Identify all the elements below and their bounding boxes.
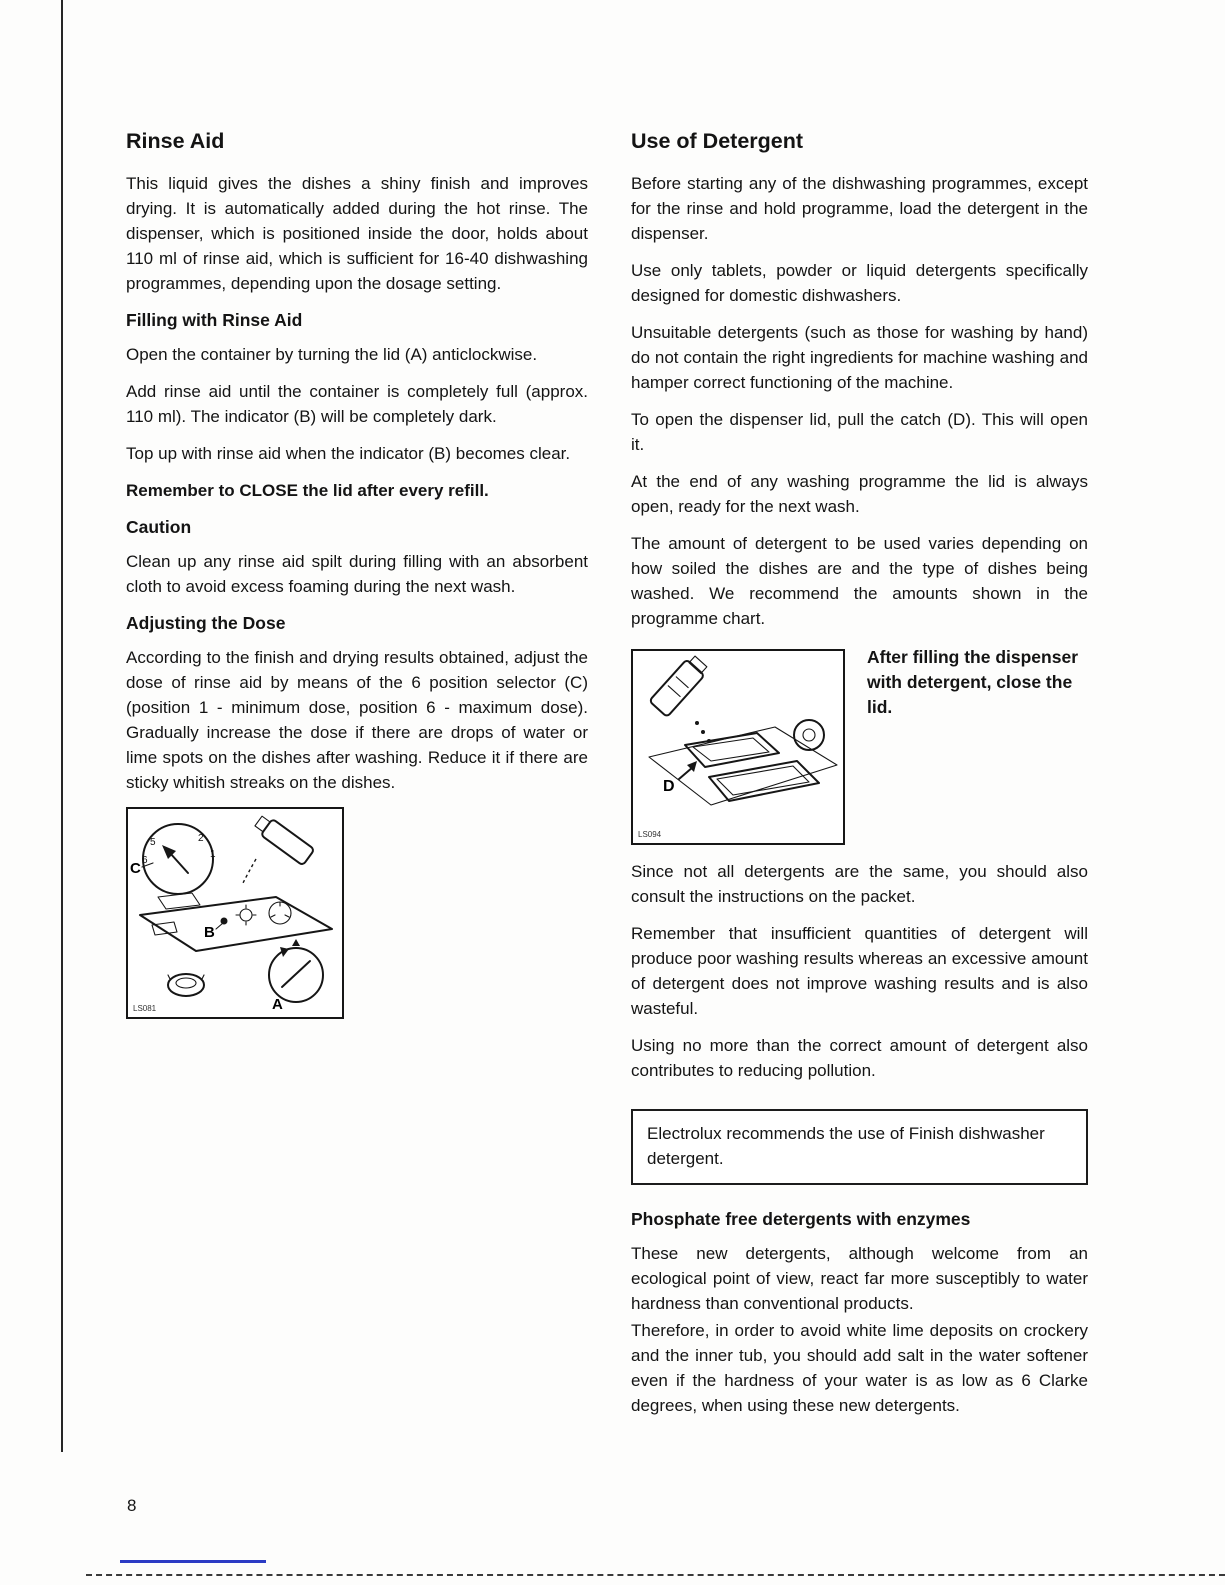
page-number: 8 bbox=[127, 1496, 137, 1515]
detergent-paragraph-5: At the end of any washing programme the lid is always open, ready for the next wash. bbox=[631, 472, 1088, 516]
right-column bbox=[631, 128, 1088, 1430]
rinse-aid-bottle bbox=[253, 813, 315, 866]
label-a: A bbox=[272, 996, 283, 1013]
adjusting-dose-heading: Adjusting the Dose bbox=[126, 613, 286, 633]
dispenser-body bbox=[140, 893, 332, 951]
lid-a bbox=[269, 939, 323, 1013]
detergent-paragraph-8: Remember that insufficient quantities of detergent will produce poor washing results whereas an excessive amount of detergent does not improve washing results and is also wasteful. bbox=[631, 924, 1088, 1018]
rinse-aid-intro: This liquid gives the dishes a shiny finish and improves drying. It is automatically added during the hot rinse. The dispenser, which is positioned inside the door, holds about 110 ml of rinse aid, which is sufficient for 16-40 dishwashing programmes, depending upon the dosage setting. bbox=[126, 174, 588, 293]
caution-paragraph: Clean up any rinse aid spilt during filling with an absorbent cloth to avoid excess foaming during the next wash. bbox=[126, 552, 588, 596]
label-b: B bbox=[204, 924, 215, 941]
filling-paragraph-3: Top up with rinse aid when the indicator (B) becomes clear. bbox=[126, 444, 571, 463]
detergent-paragraph-6: The amount of detergent to be used varies depending on how soiled the dishes are and the type of dishes being washed. We recommend the amounts shown in the programme chart. bbox=[631, 534, 1088, 628]
adjusting-dose-paragraph: According to the finish and drying results obtained, adjust the dose of rinse aid by means of the 6 position selector (C) (position 1 - minimum dose, position 6 - maximum dose). Gradually increase the dose if there are drops of water or lime spots on the dishes after washing. Reduce it if there are sticky whitish streaks on the dishes. bbox=[126, 648, 588, 792]
figure-detergent-dispenser bbox=[631, 649, 845, 845]
detergent-paragraph-9: Using no more than the correct amount of detergent also contributes to reducing pollution. bbox=[631, 1036, 1088, 1080]
rinse-aid-title: Rinse Aid bbox=[126, 129, 225, 153]
detergent-figure-caption: After filling the dispenser with detergent, close the lid. bbox=[867, 647, 1078, 717]
figure-rinse-aid-dispenser bbox=[126, 807, 344, 1019]
filling-paragraph-1: Open the container by turning the lid (A) anticlockwise. bbox=[126, 345, 538, 364]
figure-code-ls094: LS094 bbox=[638, 830, 662, 839]
dial-number: 5 bbox=[150, 837, 156, 848]
detergent-figure-row bbox=[631, 643, 1088, 845]
rinse-aid-dispenser-illustration bbox=[128, 809, 342, 1017]
scan-left-rule bbox=[61, 0, 63, 1452]
use-of-detergent-title: Use of Detergent bbox=[631, 129, 804, 153]
dose-selector-dial bbox=[130, 824, 216, 894]
detergent-bottle bbox=[649, 653, 710, 717]
label-d: D bbox=[663, 778, 675, 795]
detergent-paragraph-3: Unsuitable detergents (such as those for washing by hand) do not contain the right ingredients for machine washing and hamper correct functioning of the machine. bbox=[631, 323, 1088, 392]
phosphate-paragraph-1: These new detergents, although welcome from an ecological point of view, react far more susceptibly to water hardness than conventional products. bbox=[631, 1244, 1088, 1313]
electrolux-recommendation-box bbox=[631, 1109, 1088, 1185]
filling-paragraph-2: Add rinse aid until the container is completely full (approx. 110 ml). The indicator (B) will be completely dark. bbox=[126, 382, 588, 426]
phosphate-heading: Phosphate free detergents with enzymes bbox=[631, 1209, 971, 1229]
dial-number: 1 bbox=[210, 849, 216, 860]
electrolux-recommendation-text: Electrolux recommends the use of Finish dishwasher detergent. bbox=[647, 1124, 1045, 1168]
open-lid bbox=[709, 761, 819, 801]
unscrewed-cap bbox=[168, 974, 204, 996]
detergent-paragraph-7: Since not all detergents are the same, you should also consult the instructions on the packet. bbox=[631, 862, 1088, 906]
indicator-window bbox=[204, 905, 256, 941]
detergent-paragraph-4: To open the dispenser lid, pull the catch (D). This will open it. bbox=[631, 410, 1088, 454]
figure-code-ls081: LS081 bbox=[133, 1004, 157, 1013]
dial-number: 6 bbox=[142, 855, 148, 866]
scan-bottom-dashed-line bbox=[86, 1574, 1225, 1576]
close-lid-reminder: Remember to CLOSE the lid after every refill. bbox=[126, 481, 489, 500]
detergent-paragraph-1: Before starting any of the dishwashing programmes, except for the rinse and hold programme, load the detergent in the dispenser. bbox=[631, 174, 1088, 243]
left-column bbox=[126, 128, 588, 1019]
powder-stream bbox=[695, 721, 711, 743]
pour-stream bbox=[242, 859, 256, 885]
dispenser-knob bbox=[794, 720, 824, 750]
label-c: C bbox=[130, 860, 141, 877]
phosphate-paragraph-2: Therefore, in order to avoid white lime deposits on crockery and the inner tub, you should add salt in the water softener even if the hardness of your water is as low as 6 Clarke degrees, when using these new detergents. bbox=[631, 1321, 1088, 1415]
caution-heading: Caution bbox=[126, 517, 192, 537]
scan-blue-mark bbox=[120, 1560, 266, 1563]
detergent-compartment bbox=[685, 733, 779, 767]
filling-heading: Filling with Rinse Aid bbox=[126, 310, 303, 330]
dial-number: 2 bbox=[198, 833, 204, 844]
detergent-dispenser-illustration bbox=[633, 651, 843, 843]
detergent-paragraph-2: Use only tablets, powder or liquid detergents specifically designed for domestic dishwashers. bbox=[631, 261, 1088, 305]
